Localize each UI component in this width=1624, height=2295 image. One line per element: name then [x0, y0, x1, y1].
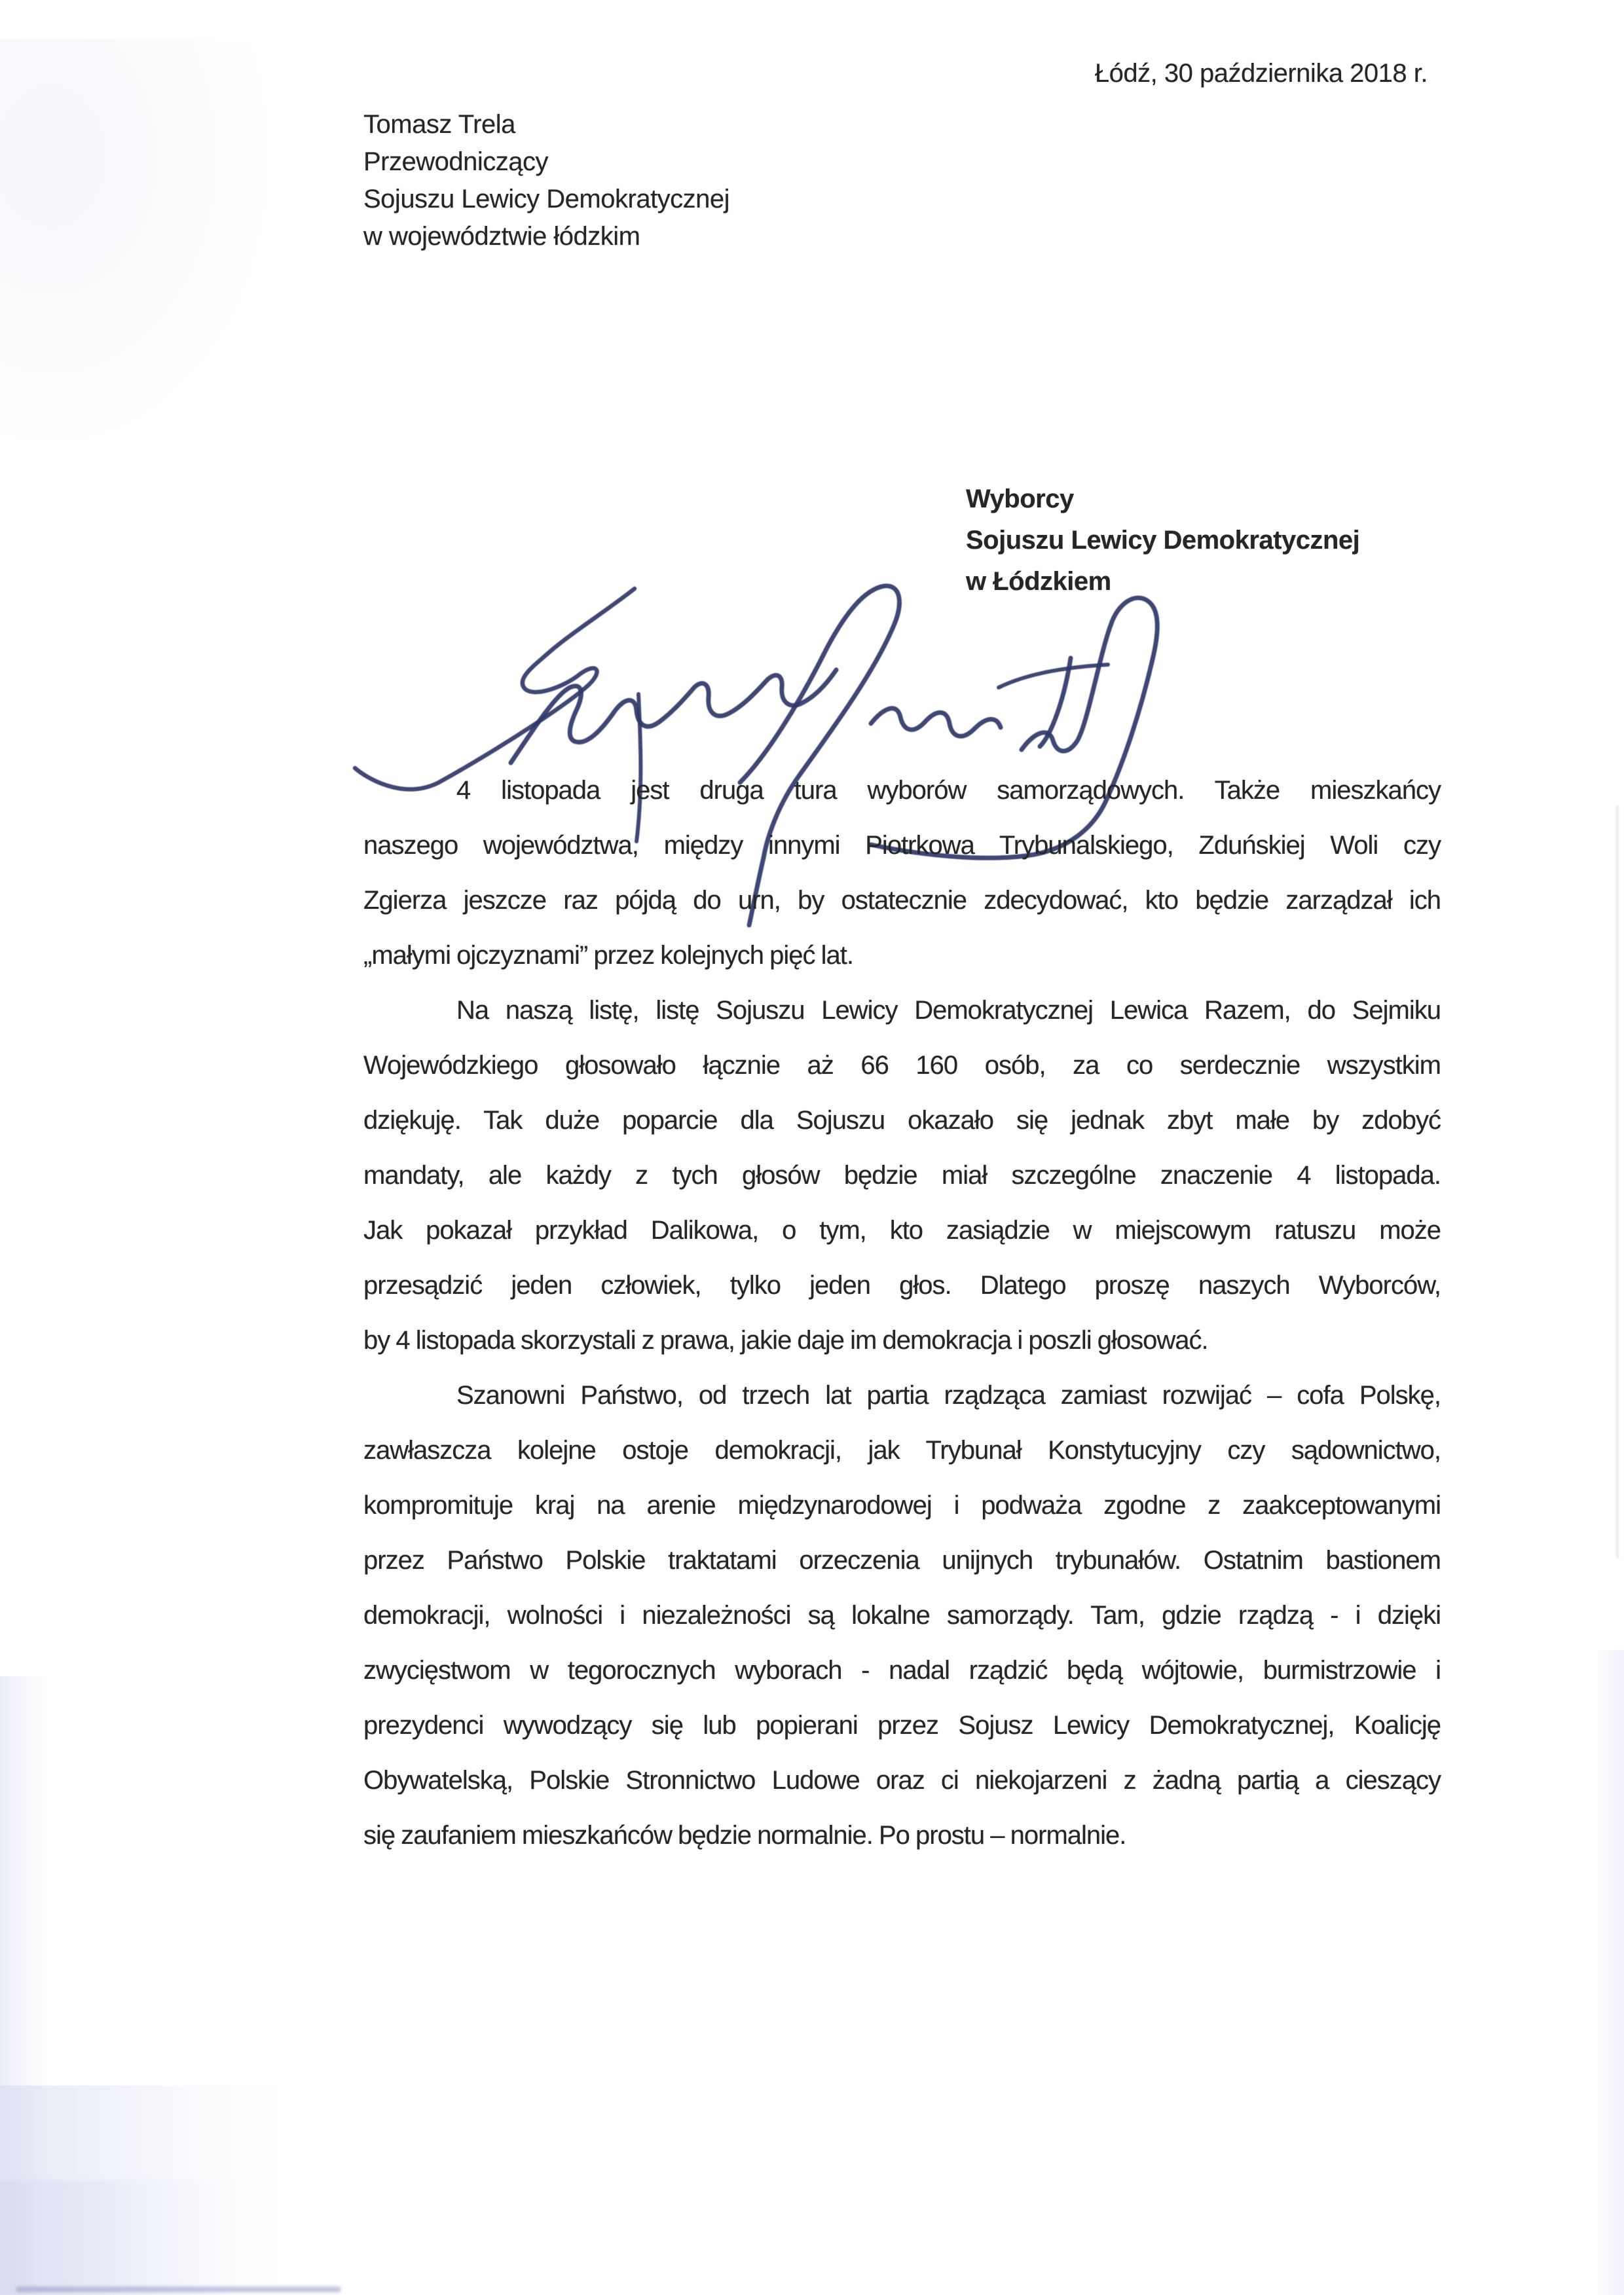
body-line: Zgierza jeszcze raz pójdą do urn, by ostatecznie zdecydować, kto będzie zarządzał ich	[363, 886, 1441, 915]
body-line: by 4 listopada skorzystali z prawa, jakie daje im demokracja i poszli głosować.	[363, 1326, 1208, 1355]
body-line: się zaufaniem mieszkańców będzie normalnie. Po prostu – normalnie.	[363, 1821, 1126, 1850]
paragraph	[363, 983, 1441, 1368]
body-line: zwycięstwom w tegorocznych wyborach - nadal rządzić będą wójtowie, burmistrzowie i	[363, 1656, 1441, 1685]
body-line: Jak pokazał przykład Dalikowa, o tym, kto zasiądzie w miejscowym ratuszu może	[363, 1216, 1441, 1245]
body-line: przesądzić jeden człowiek, tylko jeden głos. Dlatego proszę naszych Wyborców,	[363, 1271, 1441, 1300]
body-line: Wojewódzkiego głosowało łącznie aż 66 160 osób, za co serdecznie wszystkim	[363, 1051, 1441, 1080]
scan-smudge-top-left	[0, 39, 282, 458]
date-line: Łódź, 30 października 2018 r.	[1094, 59, 1428, 88]
recipient-line: Sojuszu Lewicy Demokratycznej	[966, 526, 1360, 555]
body-line: Obywatelską, Polskie Stronnictwo Ludowe oraz ci niekojarzeni z żadną partią a cieszący	[363, 1766, 1441, 1795]
body-line: naszego województwa, między innymi Piotrkowa Trybunalskiego, Zduńskiej Woli czy	[363, 831, 1441, 860]
recipient-line: w Łódzkiem	[966, 567, 1111, 596]
scan-smudge-bottom-edge-line	[16, 2286, 341, 2292]
paragraph	[363, 763, 1441, 983]
sender-title: Przewodniczący	[363, 147, 549, 176]
body-line: dziękuję. Tak duże poparcie dla Sojuszu okazało się jednak zbyt małe by zdobyć	[363, 1106, 1441, 1135]
body-line: demokracji, wolności i niezależności są lokalne samorządy. Tam, gdzie rządzą - i dzięki	[363, 1601, 1441, 1630]
body-line: Na naszą listę, listę Sojuszu Lewicy Demokratycznej Lewica Razem, do Sejmiku	[456, 996, 1441, 1025]
signature-stroke	[871, 708, 1001, 737]
sender-block	[363, 106, 729, 255]
body-line: Szanowni Państwo, od trzech lat partia rządząca zamiast rozwijać – cofa Polskę,	[456, 1381, 1441, 1410]
scan-smudge-bottom-left-inner	[0, 2180, 236, 2295]
body-line: prezydenci wywodzący się lub popierani przez Sojusz Lewicy Demokratycznej, Koalicję	[363, 1711, 1441, 1740]
body-line: zawłaszcza kolejne ostoje demokracji, jak Trybunał Konstytucyjny czy sądownictwo,	[363, 1436, 1441, 1465]
scan-band-right-edge	[1595, 1650, 1624, 2295]
body-line: „małymi ojczyznami” przez kolejnych pięć lat.	[363, 941, 854, 970]
scan-edge-right-line	[1616, 805, 1619, 1558]
scan-smudge-bottom-left	[0, 2085, 288, 2295]
body-line: 4 listopada jest druga tura wyborów samorządowych. Także mieszkańcy	[456, 776, 1441, 805]
signature-stroke	[355, 589, 635, 789]
sender-organization: Sojuszu Lewicy Demokratycznej	[363, 185, 730, 213]
recipient-line: Wyborcy	[966, 485, 1074, 513]
signature-stroke	[999, 665, 1108, 688]
sender-region: w województwie łódzkim	[363, 222, 640, 251]
letter-body	[363, 763, 1441, 1863]
scan-band-left-edge	[0, 1676, 46, 2295]
body-line: przez Państwo Polskie traktatami orzeczenia unijnych trybunałów. Ostatnim bastionem	[363, 1546, 1441, 1575]
paragraph	[363, 1368, 1441, 1863]
sender-name: Tomasz Trela	[363, 110, 515, 139]
body-line: mandaty, ale każdy z tych głosów będzie miał szczególne znaczenie 4 listopada.	[363, 1161, 1441, 1190]
body-line: kompromituje kraj na arenie międzynarodowej i podważa zgodne z zaakceptowanymi	[363, 1491, 1441, 1520]
